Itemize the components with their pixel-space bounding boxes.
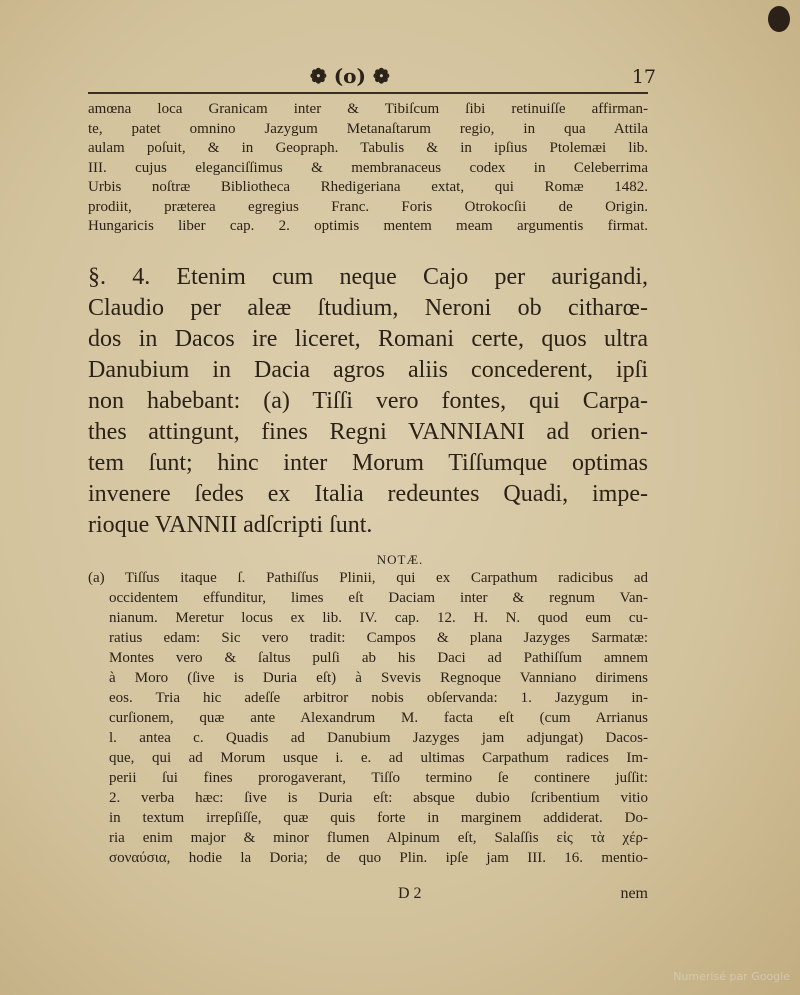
note-line: ratius edam: Sic vero tradit: Campos & plana Jazyges Sarmatæ:: [109, 630, 648, 646]
upper-note-line: aulam poſuit, & in Geopraph. Tabulis & in ipſius Ptolemæi lib.: [88, 140, 648, 156]
upper-note-block: [88, 100, 648, 237]
main-line: invenere ſedes ex Italia redeuntes Quadi, impe-: [88, 481, 648, 507]
main-line: thes attingunt, fines Regni VANNIANI ad orien-: [88, 419, 648, 445]
note-line: curſionem, quæ ante Alexandrum M. facta eſt (cum Arrianus: [109, 710, 648, 726]
note-line: perii ſui fines prorogaverant, Tiſſo termino ſe continere juſſit:: [109, 770, 648, 786]
note-line: 2. verba hæc: ſive is Duria eſt: absque dubio ſcribentium vitio: [109, 790, 648, 806]
notes-block: [88, 568, 648, 868]
upper-note-line: amœna loca Granicam inter & Tibiſcum ſibi retinuiſſe affirman-: [88, 101, 648, 117]
note-line: eos. Tria hic adeſſe arbitror nobis obſervanda: 1. Jazygum in-: [109, 690, 648, 706]
note-line: l. antea c. Quadis ad Danubium Jazyges jam adjungat) Dacos-: [109, 730, 648, 746]
catchword: nem: [620, 885, 648, 902]
note-line: occidentem effunditur, limes eſt Daciam inter & regnum Van-: [109, 590, 648, 606]
note-line: ria enim major & minor flumen Alpinum eſt, Salaſſis εἰς τὰ χέρ-: [109, 830, 648, 846]
note-line: Montes vero & ſaltus pulſi ab his Daci ad Pathiſſum amnem: [109, 650, 648, 666]
main-line: Claudio per aleæ ſtudium, Neroni ob citharœ-: [88, 295, 648, 321]
main-line: non habebant: (a) Tiſſi vero fontes, qui Carpa-: [88, 388, 648, 414]
upper-note-line: III. cujus eleganciſſimus & membranaceus codex in Celeberrima: [88, 159, 648, 176]
upper-note-line: Urbis noſtræ Bibliotheca Rhedigeriana extat, qui Romæ 1482.: [88, 179, 648, 195]
page-footer: [88, 885, 648, 907]
running-header: [88, 64, 656, 88]
upper-note-line: te, patet omnino Jazygum Metanaſtarum regio, in qua Attila: [88, 120, 648, 137]
note-line: in textum irrepſiſſe, quæ quis forte in marginem addiderat. Do-: [109, 810, 648, 826]
main-line: dos in Dacos ire liceret, Romani certe, quos ultra: [88, 326, 648, 352]
main-line: Danubium in Dacia agros aliis concederent, ipſi: [88, 357, 648, 383]
main-line: tem ſunt; hinc inter Morum Tiſſumque optimas: [88, 450, 648, 476]
main-line: §. 4. Etenim cum neque Cajo per aurigandi,: [88, 264, 648, 290]
note-line: à Moro (ſive is Duria eſt) à Svevis Regnoque Vanniano dirimens: [109, 670, 648, 686]
main-line: rioque VANNII adſcripti ſunt.: [88, 512, 373, 538]
notes-heading: NOTÆ.: [376, 552, 424, 567]
header-rule: [88, 92, 648, 94]
digitization-watermark: Numerisé par Google: [673, 970, 790, 983]
header-ornament: ❁ (o) ❁: [310, 64, 390, 88]
signature-mark: D 2: [398, 885, 422, 902]
note-line: (a) Tiſſus itaque ſ. Pathiſſus Plinii, qui ex Carpathum radicibus ad: [88, 570, 648, 586]
page-number: 17: [631, 66, 656, 88]
note-line: nianum. Meretur locus ex lib. IV. cap. 12. H. N. quod eum cu-: [109, 610, 648, 626]
main-paragraph: [88, 262, 648, 541]
note-line: que, qui ad Morum usque i. e. ad ultimas Carpathum radices Im-: [109, 750, 648, 766]
ink-blot: [768, 6, 790, 32]
note-line: σοναύσια, hodie la Doria; de quo Plin. ipſe jam III. 16. mentio-: [109, 850, 648, 866]
upper-note-line: Hungaricis liber cap. 2. optimis mentem meam argumentis firmat.: [88, 218, 648, 234]
upper-note-line: prodiit, præterea egregius Franc. Foris Otrokocſii de Origin.: [88, 198, 648, 215]
